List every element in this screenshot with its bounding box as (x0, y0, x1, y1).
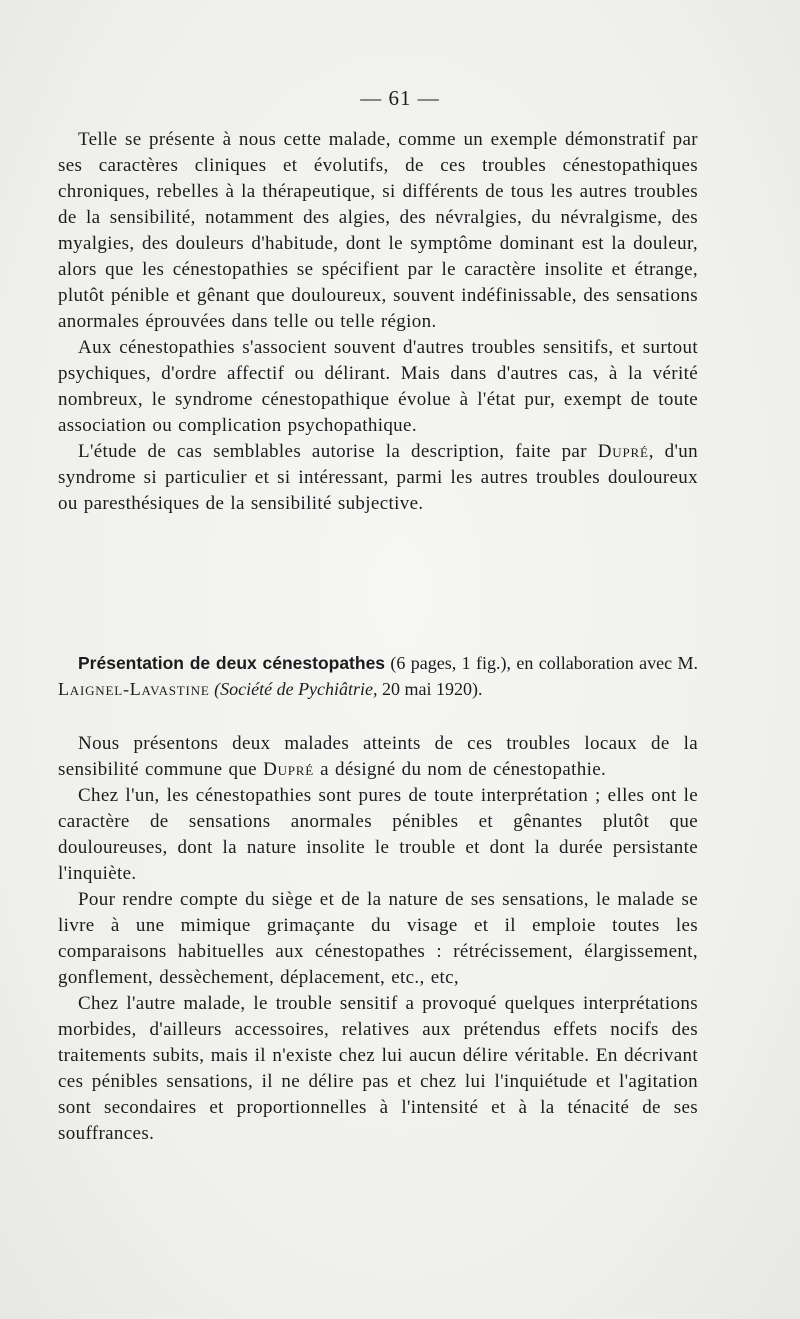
section-2-text (58, 731, 698, 1147)
text-run: L'étude de cas semblables autorise la description, faite par (78, 441, 598, 462)
paragraph: Pour rendre compte du siège et de la nature de ses sensations, le malade se livre à une mimique grimaçante du visage et il emploie toutes les comparaisons habituelles aux cénestopathes : rétrécissement, élargissement, gonflement, dessèchement, déplacement, etc., etc, (58, 889, 698, 988)
text-run: a désigné du nom de cénestopathie. (314, 759, 607, 780)
paragraph: Chez l'autre malade, le trouble sensitif a provoqué quelques interprétations morbides, d'ailleurs accessoires, relatives aux prétendus effets nocifs des traitements subits, mais il n'existe chez lui aucun délire véritable. En décrivant ces pénibles sensations, il ne délire pas et chez lui l'inquiétude et l'agitation sont secondaires et proportionnelles à l'intensité et à la ténacité de ses souffrances. (58, 993, 698, 1144)
text-run: Nous présentons deux malades atteints de ces troubles locaux de la sensibilité commune que (58, 733, 698, 780)
author-name: Dupré (597, 441, 649, 462)
author-name: Dupré (263, 759, 315, 780)
paragraph: Telle se présente à nous cette malade, comme un exemple démonstratif par ses caractères cliniques et évolutifs, de ces troubles cénestopathiques chroniques, rebelles à la thérapeutique, si différents de tous les autres troubles de la sensibilité, notamment des algies, des névralgies, du névralgisme, des myalgies, des douleurs d'habitude, dont le symptôme dominant est la douleur, alors que les cénestopathies se spécifient par le caractère insolite et étrange, plutôt pénible et gênant que douloureux, souvent indéfinissable, des sensations anormales éprouvées dans telle ou telle région. (58, 129, 698, 332)
section-1-text (58, 127, 698, 517)
paragraph (58, 731, 698, 783)
paragraph: Chez l'un, les cénestopathies sont pures de toute interprétation ; elles ont le caractère de sensations anormales pénibles et gênantes plutôt que douloureuses, dont la nature insolite le trouble et dont la durée persistante l'inquiète. (58, 785, 698, 884)
reference-venue: (Société de Pychiâtrie, (214, 679, 378, 699)
reference-date: 20 mai 1920). (377, 679, 483, 699)
paragraph: Aux cénestopathies s'associent souvent d'autres troubles sensitifs, et surtout psychiques, d'ordre affectif ou délirant. Mais dans d'autres cas, à la vérité nombreux, le syndrome cénestopathique évolue à l'état pur, exempt de toute association ou complication psychopathique. (58, 337, 698, 436)
reference-details: (6 pages, 1 fig.), en collaboration avec M. (385, 653, 698, 673)
reference-title: Présentation de deux cénestopathes (78, 653, 386, 673)
text-run: , d'un syndrome si particulier et si intéressant, parmi les autres troubles douloureux ou paresthésiques de la sensibilité subjective. (58, 441, 698, 514)
paragraph (58, 439, 698, 517)
reference-heading (58, 650, 698, 702)
page-number: — 61 — (360, 86, 440, 110)
collaborator-name: Laignel-Lavastine (58, 679, 210, 699)
